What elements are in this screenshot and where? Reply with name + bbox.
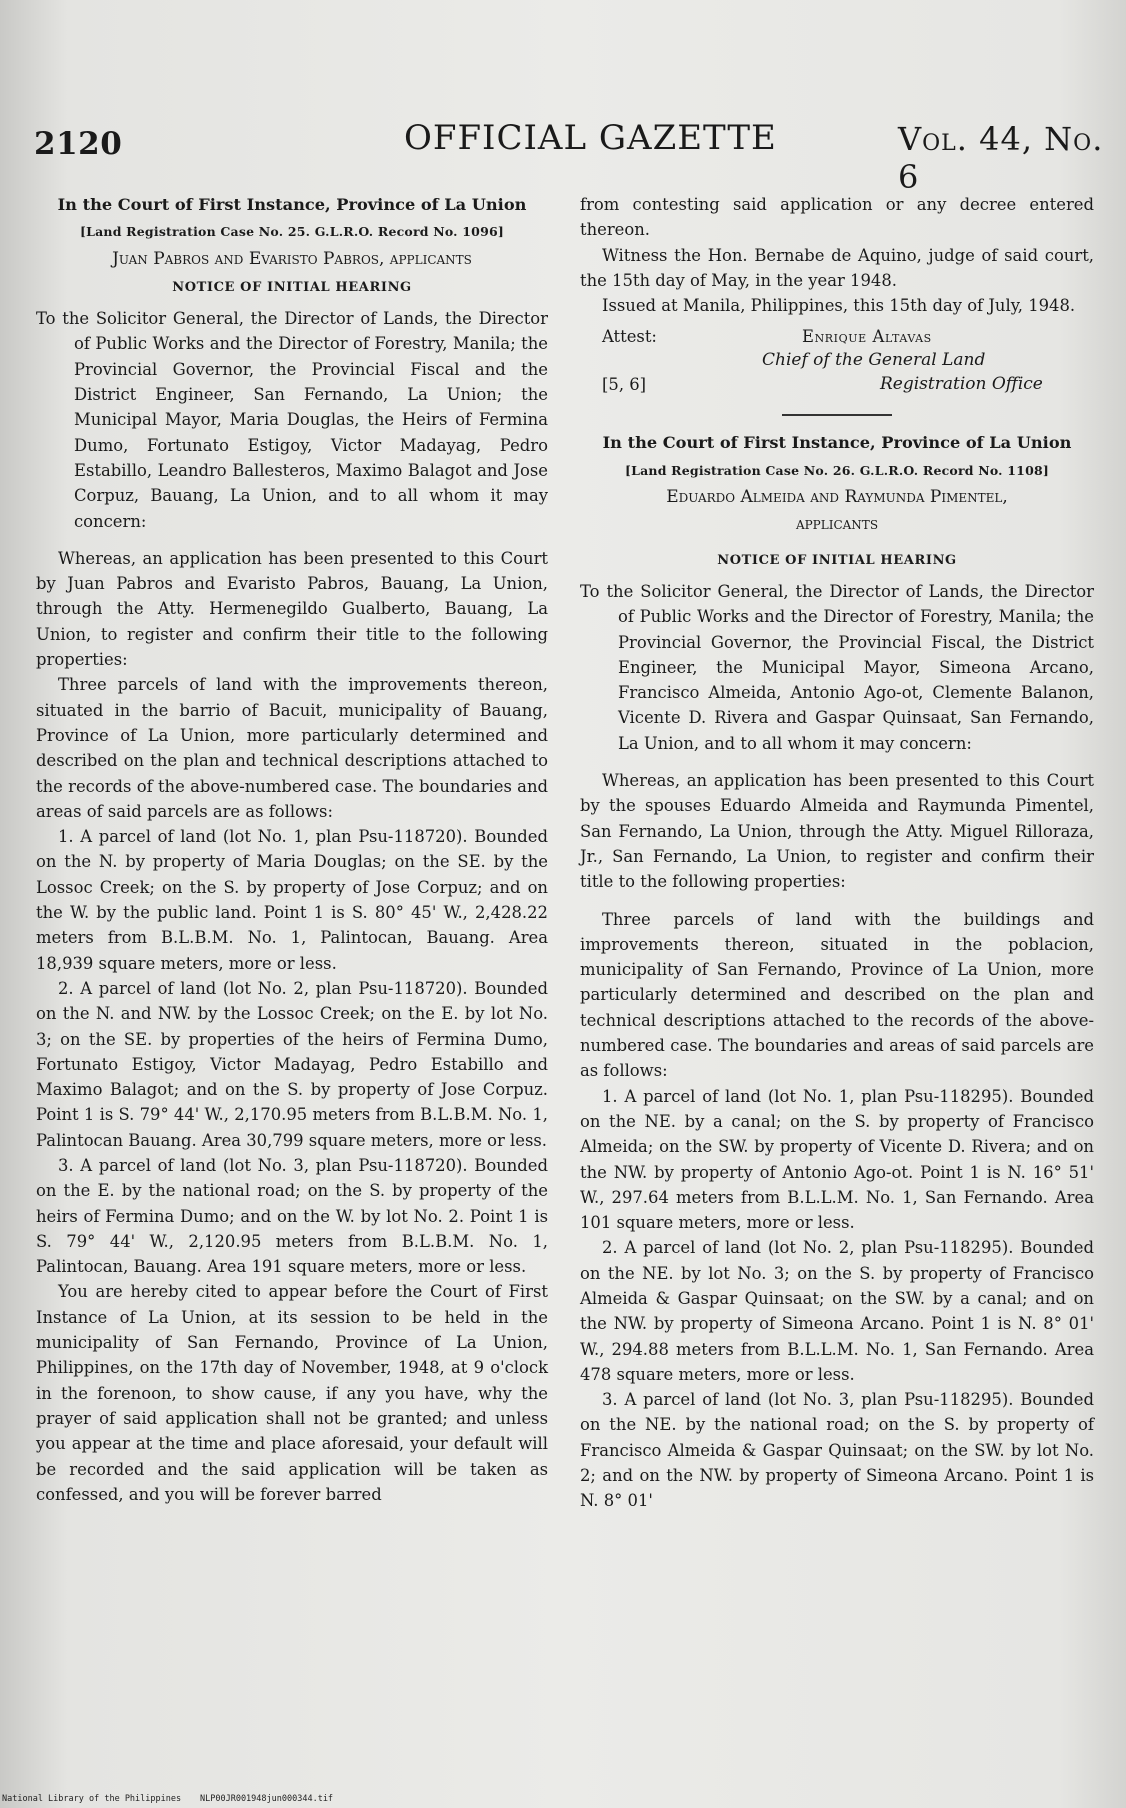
attest-title: Chief of the General Land [762, 350, 986, 371]
body-paragraph: Whereas, an application has been presented to this Court by the spouses Eduardo Almeida and Raymunda Pimentel, San Fernando, La Union, through the Atty. Miguel Rilloraza, Jr., San Fernando, La Union, to register and confirm their title to the following properties: [580, 771, 1094, 892]
parcel-paragraph: 1. A parcel of land (lot No. 1, plan Psu-118720). Bounded on the N. by property of Maria Douglas; on the SE. by the Lossoc Creek; on the S. by property of Jose Corpuz; and on the W. by the public land. Point 1 is S. 80° 45' W., 2,428.22 meters from B.L.B.M. No. 1, Palintocan, Bauang. Area 18,939 square meters, more or less. [36, 827, 548, 973]
body-paragraph: Three parcels of land with the improvements thereon, situated in the barrio of Bacuit, municipality of Bauang, Province of La Union, more particularly determined and described on the plan and technical descriptions attached to the records of the above-numbered case. The boundaries and areas of said parcels are as follows: [36, 675, 548, 821]
parcel-paragraph: 3. A parcel of land (lot No. 3, plan Psu-118720). Bounded on the E. by the national road; on the S. by property of the heirs of Fermina Dumo; and on the W. by lot No. 2. Point 1 is S. 79° 44' W., 2,120.95 meters from B.L.B.M. No. 1, Palintocan, Bauang. Area 191 square meters, more or less. [36, 1155, 548, 1277]
parcel-paragraph: 3. A parcel of land (lot No. 3, plan Psu-118295). Bounded on the NE. by the national road; on the S. by property of Francisco Almeida & Gaspar Quinsaat; on the SW. by lot No. 2; and on the NW. by property of Simeona Arcano. Point 1 is N. 8° 01' [580, 1390, 1094, 1511]
attest-reference: [5, 6] [602, 375, 647, 395]
address-paragraph: To the Solicitor General, the Director of Lands, the Director of Public Works and the Director of Forestry, Manila; the Provincial Governor, the Provincial Fiscal, the District Engineer, the Municipal Mayor, Simeona Arcano, Francisco Almeida, Antonio Ago-ot, Clemente Balanon, Vicente D. Rivera and Gaspar Quinsaat, San Fernando, La Union, and to all whom it may concern: [580, 581, 1094, 753]
attest-name: Enrique Altavas [802, 327, 932, 347]
attest-title: Registration Office [880, 374, 1043, 395]
attest-label: Attest: [602, 327, 657, 347]
notice-heading: NOTICE OF INITIAL HEARING [172, 279, 412, 295]
notice-heading: NOTICE OF INITIAL HEARING [717, 552, 957, 568]
issued-paragraph: Issued at Manila, Philippines, this 15th day of July, 1948. [602, 296, 1076, 316]
body-paragraph: Three parcels of land with the buildings and improvements thereon, situated in the poblacion, municipality of San Fernando, Province of La Union, more particularly determined and described on the plan and technical descriptions attached to the records of the above-numbered case. The boundaries and areas of said parcels are as follows: [580, 909, 1094, 1081]
parcel-paragraph: 2. A parcel of land (lot No. 2, plan Psu-118295). Bounded on the NE. by lot No. 3; on the S. by property of Francisco Almeida & Gaspar Quinsaat; on the SW. by a canal; and on the NW. by property of Simeona Arcano. Point 1 is N. 8° 01' W., 294.88 meters from B.L.L.M. No. 1, San Fernando. Area 478 square meters, more or less. [580, 1238, 1094, 1384]
case-title: In the Court of First Instance, Province of La Union [57, 195, 527, 214]
body-paragraph: Whereas, an application has been presented to this Court by Juan Pabros and Evaristo Pabros, Bauang, La Union, through the Atty. Hermenegildo Gualberto, Bauang, La Union, to register and confirm their title to the following properties: [36, 548, 548, 670]
continued-paragraph: from contesting said application or any decree entered thereon. [580, 195, 1094, 240]
applicants: applicants [795, 514, 879, 535]
page-number: 2120 [34, 126, 123, 162]
right-column [580, 192, 1094, 1514]
page-title: OFFICIAL GAZETTE [404, 118, 777, 158]
applicants: Eduardo Almeida and Raymunda Pimentel, [666, 487, 1008, 508]
body-paragraph: You are hereby cited to appear before the Court of First Instance of La Union, at its session to be held in the municipality of San Fernando, Province of La Union, Philippines, on the 17th day of November, 1948, at 9 o'clock in the forenoon, to show cause, if any you have, why the prayer of said application shall not be granted; and unless you appear at the time and place aforesaid, your default will be recorded and the said application will be taken as confessed, and you will be forever barred [36, 1282, 548, 1504]
witness-paragraph: Witness the Hon. Bernabe de Aquino, judge of said court, the 15th day of May, in the year 1948. [580, 245, 1094, 290]
library-credit: National Library of the Philippines [2, 1794, 182, 1804]
left-column [36, 192, 548, 1507]
case-title: In the Court of First Instance, Province of La Union [602, 433, 1072, 453]
section-divider [782, 414, 892, 416]
volume-label: Vol. 44, No. 6 [898, 120, 1104, 196]
parcel-paragraph: 2. A parcel of land (lot No. 2, plan Psu-118720). Bounded on the N. and NW. by the Lossoc Creek; on the E. by lot No. 3; on the SE. by properties of the heirs of Fermina Dumo, Fortunato Estigoy, Victor Madayag, Pedro Estabillo and Maximo Balagot; and on the S. by property of Jose Corpuz. Point 1 is S. 79° 44' W., 2,170.95 meters from B.L.B.M. No. 1, Palintocan Bauang. Area 30,799 square meters, more or less. [36, 978, 548, 1150]
attestation-block [580, 324, 1094, 402]
case-record: [Land Registration Case No. 26. G.L.R.O. Record No. 1108] [625, 462, 1049, 478]
applicants: Juan Pabros and Evaristo Pabros, applicants [112, 248, 472, 269]
address-paragraph: To the Solicitor General, the Director of Lands, the Director of Public Works and the Director of Forestry, Manila; the Provincial Governor, the Provincial Fiscal and the District Engineer, San Fernando, La Union; the Municipal Mayor, Maria Douglas, the Heirs of Fermina Dumo, Fortunato Estigoy, Victor Madayag, Pedro Estabillo, Leandro Ballesteros, Maximo Balagot and Jose Corpuz, Bauang, La Union, and to all whom it may concern: [36, 309, 548, 531]
file-name: NLP00JR001948jun000344.tif [200, 1794, 334, 1804]
parcel-paragraph: 1. A parcel of land (lot No. 1, plan Psu-118295). Bounded on the NE. by a canal; on the S. by property of Francisco Almeida; on the SW. by property of Vicente D. Rivera; and on the NW. by property of Antonio Ago-ot. Point 1 is N. 16° 51' W., 297.64 meters from B.L.L.M. No. 1, San Fernando. Area 101 square meters, more or less. [580, 1086, 1094, 1233]
case-record: [Land Registration Case No. 25. G.L.R.O. Record No. 1096] [80, 224, 504, 240]
